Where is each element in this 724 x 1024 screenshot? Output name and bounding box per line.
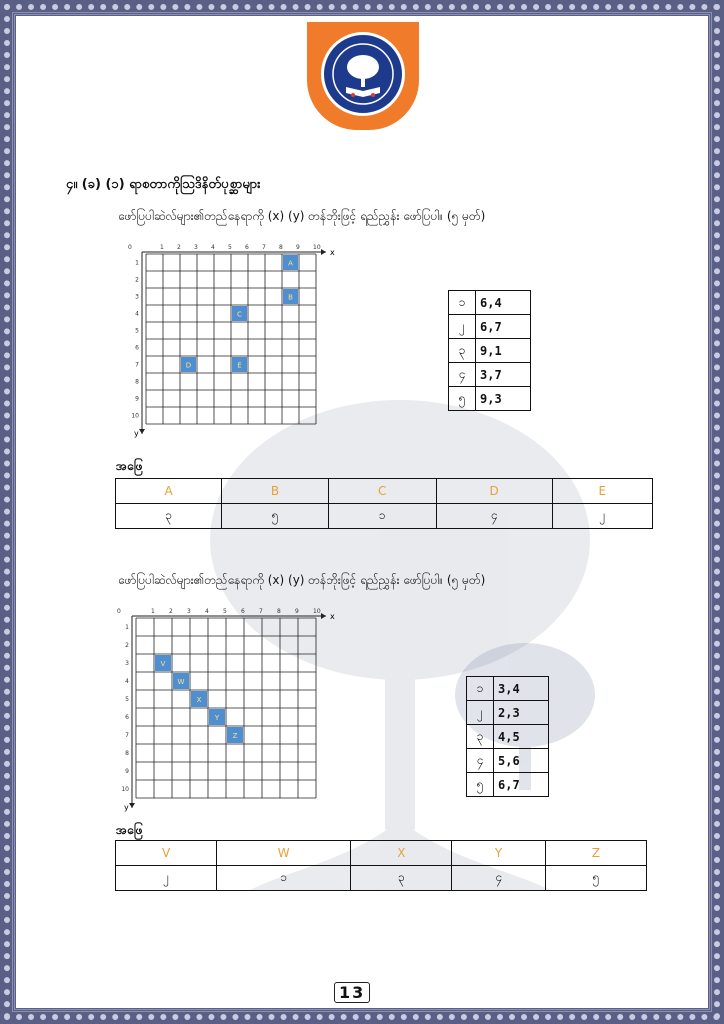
- table-row: ၃ ၅ ၁ ၄ ၂: [116, 504, 653, 529]
- q2-coordinate-grid: [116, 604, 342, 814]
- x-tick-label: 3: [194, 244, 198, 251]
- q2-options-table: [466, 676, 549, 797]
- y-axis-arrow-icon: [139, 429, 145, 434]
- x-tick-label: 7: [262, 244, 266, 251]
- x-tick-label: 10: [313, 244, 321, 251]
- y-tick-label: 1: [135, 259, 139, 267]
- y-tick-label: 6: [125, 714, 129, 721]
- q1-coordinate-grid: [124, 240, 335, 438]
- q1-answer-table: [115, 478, 653, 529]
- section-title: ၄။ (ခ) (၁) ရာစတာကိုသြဒိနိတ်ပုစ္ဆာများ: [66, 177, 261, 192]
- table-row: ၁ 6,4: [449, 291, 531, 315]
- x-tick-label: 4: [205, 608, 209, 615]
- y-tick-label: 9: [135, 395, 139, 403]
- x-tick-label: 3: [187, 608, 191, 615]
- x-tick-label: 8: [277, 608, 281, 615]
- x-axis-arrow-icon: [321, 613, 326, 619]
- cell-label: C: [237, 310, 242, 319]
- x-tick-label: 8: [279, 244, 283, 251]
- x-axis-label: x: [330, 612, 335, 621]
- cell-label: V: [160, 660, 166, 668]
- table-row: A B C D E: [116, 479, 653, 504]
- y-tick-label: 2: [135, 276, 139, 284]
- table-row: ၄ 3,7: [449, 363, 531, 387]
- x-tick-label: 6: [245, 244, 249, 251]
- cell-label: Z: [232, 732, 238, 740]
- x-tick-label: 7: [259, 608, 263, 615]
- x-tick-label: 1: [160, 244, 164, 251]
- y-tick-label: 7: [125, 732, 129, 739]
- logo-seal-icon: [321, 32, 405, 116]
- y-axis-arrow-icon: [129, 803, 135, 808]
- cell-label: W: [177, 678, 185, 686]
- table-row: ၅ 9,3: [449, 387, 531, 411]
- y-tick-label: 5: [125, 696, 129, 703]
- table-row: ၂ ၁ ၃ ၄ ၅: [116, 866, 647, 891]
- x-tick-label: 6: [241, 608, 245, 615]
- q2-answer-label: အဖြေ: [116, 823, 143, 837]
- y-tick-label: 2: [125, 642, 129, 649]
- y-tick-label: 10: [131, 412, 139, 420]
- x-tick-label: 5: [223, 608, 227, 615]
- table-row: ၂ 6,7: [449, 315, 531, 339]
- y-tick-label: 5: [135, 327, 139, 335]
- q1-answer-label: အဖြေ: [116, 459, 143, 473]
- q1-instruction: ဖော်ပြပါဆဲလ်များ၏တည်နေရာကို (x) (y) တန်ဘိုးဖြင့် ရည်ညွှန်း ဖော်ပြပါ။ (၅ မှတ်): [118, 209, 486, 223]
- x-tick-label: 9: [296, 244, 300, 251]
- y-tick-label: 7: [135, 361, 139, 369]
- q1-options-table: [448, 290, 531, 411]
- page-number: 13: [334, 982, 370, 1003]
- y-tick-label: 6: [135, 344, 139, 352]
- y-tick-label: 8: [135, 378, 139, 386]
- x-tick-label: 5: [228, 244, 232, 251]
- table-row: ၁ 3,4: [467, 677, 549, 701]
- q2-instruction: ဖော်ပြပါဆဲလ်များ၏တည်နေရာကို (x) (y) တန်ဘိုးဖြင့် ရည်ညွှန်း ဖော်ပြပါ။ (၅ မှတ်): [118, 573, 486, 587]
- x-tick-label: 2: [177, 244, 181, 251]
- y-axis-label: y: [124, 803, 129, 812]
- table-row: ၅ 6,7: [467, 773, 549, 797]
- y-tick-label: 1: [125, 624, 129, 631]
- table-row: ၂ 2,3: [467, 701, 549, 725]
- table-row: ၃ 9,1: [449, 339, 531, 363]
- cell-label: A: [288, 259, 293, 268]
- y-tick-label: 10: [121, 786, 129, 793]
- table-row: ၃ 4,5: [467, 725, 549, 749]
- cell-label: X: [196, 696, 202, 704]
- y-tick-label: 4: [135, 310, 139, 318]
- y-tick-label: 3: [125, 660, 129, 667]
- y-tick-label: 3: [135, 293, 139, 301]
- q2-answer-table: [115, 840, 647, 891]
- x-axis-arrow-icon: [321, 249, 326, 255]
- x-tick-label: 9: [295, 608, 299, 615]
- cell-label: D: [185, 361, 192, 370]
- x-tick-label: 0: [128, 244, 132, 251]
- cell-label: E: [237, 361, 242, 370]
- school-logo: [307, 22, 419, 130]
- x-axis-label: x: [330, 248, 335, 257]
- table-row: ၄ 5,6: [467, 749, 549, 773]
- y-axis-label: y: [134, 429, 139, 438]
- x-tick-label: 1: [151, 608, 155, 615]
- y-tick-label: 9: [125, 768, 129, 775]
- x-tick-label: 10: [313, 608, 321, 615]
- cell-label: Y: [214, 714, 220, 722]
- x-tick-label: 0: [117, 608, 121, 615]
- cell-label: B: [288, 293, 293, 302]
- table-row: V W X Y Z: [116, 841, 647, 866]
- y-tick-label: 4: [125, 678, 129, 685]
- x-tick-label: 2: [169, 608, 173, 615]
- y-tick-label: 8: [125, 750, 129, 757]
- x-tick-label: 4: [211, 244, 215, 251]
